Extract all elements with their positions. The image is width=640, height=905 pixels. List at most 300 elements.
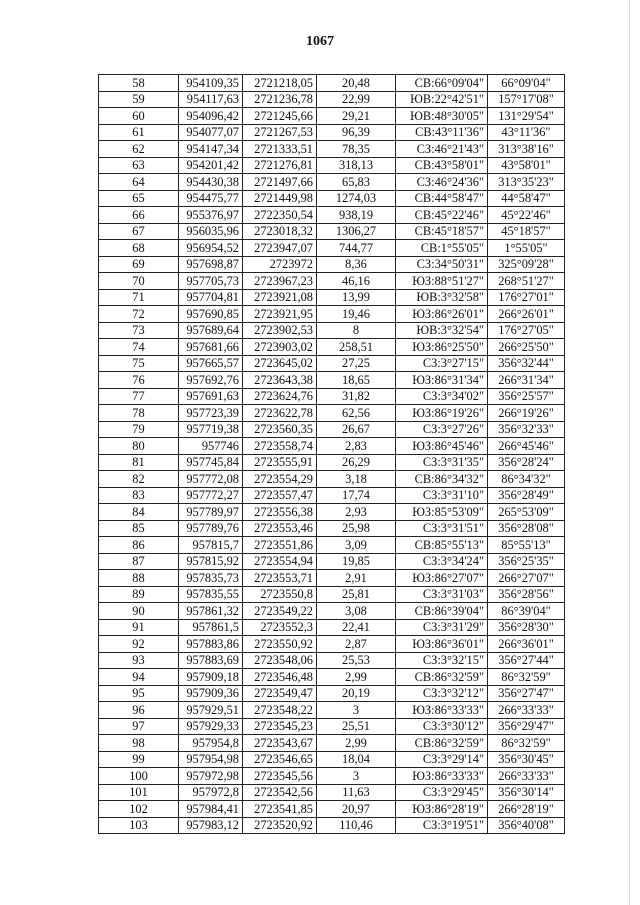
azimuth-cell: 356°28'08" (488, 520, 565, 537)
azimuth-cell: 356°25'35" (488, 553, 565, 570)
azimuth-cell: 43°58'01" (488, 157, 565, 174)
table-row (99, 520, 565, 537)
azimuth-cell: 266°31'34" (488, 372, 565, 389)
azimuth-cell: 86°39'04" (488, 603, 565, 620)
point-number-cell: 76 (99, 372, 179, 389)
table-row (99, 207, 565, 224)
azimuth-cell: 66°09'04" (488, 75, 565, 92)
y-coordinate-cell: 2723551,86 (243, 537, 317, 554)
table-row (99, 108, 565, 125)
table-row (99, 306, 565, 323)
rhumb-cell: СВ:45°22'46" (396, 207, 488, 224)
distance-cell: 1306,27 (317, 223, 396, 240)
point-number-cell: 75 (99, 355, 179, 372)
point-number-cell: 68 (99, 240, 179, 257)
rhumb-cell: СЗ:34°50'31" (396, 256, 488, 273)
distance-cell: 8,36 (317, 256, 396, 273)
rhumb-cell: ЮЗ:86°25'50" (396, 339, 488, 356)
table-row (99, 751, 565, 768)
point-number-cell: 80 (99, 438, 179, 455)
rhumb-cell: ЮЗ:86°33'33" (396, 768, 488, 785)
point-number-cell: 82 (99, 471, 179, 488)
x-coordinate-cell: 957772,27 (179, 487, 243, 504)
distance-cell: 2,87 (317, 636, 396, 653)
point-number-cell: 95 (99, 685, 179, 702)
point-number-cell: 83 (99, 487, 179, 504)
table-row (99, 735, 565, 752)
table-row (99, 504, 565, 521)
rhumb-cell: СВ:1°55'05" (396, 240, 488, 257)
distance-cell: 3,08 (317, 603, 396, 620)
distance-cell: 26,29 (317, 454, 396, 471)
distance-cell: 25,98 (317, 520, 396, 537)
point-number-cell: 102 (99, 801, 179, 818)
point-number-cell: 97 (99, 718, 179, 735)
x-coordinate-cell: 957929,51 (179, 702, 243, 719)
point-number-cell: 64 (99, 174, 179, 191)
azimuth-cell: 356°30'45" (488, 751, 565, 768)
rhumb-cell: СВ:86°34'32" (396, 471, 488, 488)
table-row (99, 669, 565, 686)
table-row (99, 768, 565, 785)
point-number-cell: 78 (99, 405, 179, 422)
distance-cell: 96,39 (317, 124, 396, 141)
azimuth-cell: 176°27'05" (488, 322, 565, 339)
distance-cell: 17,74 (317, 487, 396, 504)
point-number-cell: 85 (99, 520, 179, 537)
y-coordinate-cell: 2723554,29 (243, 471, 317, 488)
y-coordinate-cell: 2723921,95 (243, 306, 317, 323)
distance-cell: 25,53 (317, 652, 396, 669)
rhumb-cell: СВ:86°32'59" (396, 735, 488, 752)
x-coordinate-cell: 957815,92 (179, 553, 243, 570)
azimuth-cell: 356°28'30" (488, 619, 565, 636)
coordinates-table-body (99, 75, 565, 834)
table-row (99, 438, 565, 455)
table-row (99, 570, 565, 587)
point-number-cell: 84 (99, 504, 179, 521)
distance-cell: 19,85 (317, 553, 396, 570)
x-coordinate-cell: 957861,5 (179, 619, 243, 636)
azimuth-cell: 356°32'33" (488, 421, 565, 438)
y-coordinate-cell: 2721276,81 (243, 157, 317, 174)
distance-cell: 8 (317, 322, 396, 339)
azimuth-cell: 356°27'47" (488, 685, 565, 702)
rhumb-cell: СЗ:3°31'51" (396, 520, 488, 537)
azimuth-cell: 131°29'54" (488, 108, 565, 125)
y-coordinate-cell: 2723554,94 (243, 553, 317, 570)
y-coordinate-cell: 2723556,38 (243, 504, 317, 521)
distance-cell: 2,99 (317, 735, 396, 752)
table-row (99, 355, 565, 372)
point-number-cell: 101 (99, 784, 179, 801)
x-coordinate-cell: 954147,34 (179, 141, 243, 158)
y-coordinate-cell: 2721245,66 (243, 108, 317, 125)
x-coordinate-cell: 957883,86 (179, 636, 243, 653)
rhumb-cell: ЮЗ:86°19'26" (396, 405, 488, 422)
x-coordinate-cell: 957681,66 (179, 339, 243, 356)
y-coordinate-cell: 2723546,65 (243, 751, 317, 768)
azimuth-cell: 45°22'46" (488, 207, 565, 224)
y-coordinate-cell: 2723545,23 (243, 718, 317, 735)
x-coordinate-cell: 957691,63 (179, 388, 243, 405)
y-coordinate-cell: 2723967,23 (243, 273, 317, 290)
distance-cell: 110,46 (317, 817, 396, 834)
distance-cell: 2,83 (317, 438, 396, 455)
y-coordinate-cell: 2723553,71 (243, 570, 317, 587)
distance-cell: 938,19 (317, 207, 396, 224)
table-row (99, 537, 565, 554)
rhumb-cell: СЗ:3°30'12" (396, 718, 488, 735)
table-row (99, 603, 565, 620)
table-row (99, 273, 565, 290)
table-row (99, 801, 565, 818)
y-coordinate-cell: 2723548,22 (243, 702, 317, 719)
azimuth-cell: 266°27'07" (488, 570, 565, 587)
distance-cell: 19,46 (317, 306, 396, 323)
table-row (99, 685, 565, 702)
y-coordinate-cell: 2723645,02 (243, 355, 317, 372)
rhumb-cell: СЗ:3°27'15" (396, 355, 488, 372)
table-row (99, 619, 565, 636)
distance-cell: 31,82 (317, 388, 396, 405)
rhumb-cell: ЮВ:3°32'54" (396, 322, 488, 339)
rhumb-cell: СЗ:3°32'12" (396, 685, 488, 702)
x-coordinate-cell: 957972,98 (179, 768, 243, 785)
table-row (99, 817, 565, 834)
azimuth-cell: 356°28'24" (488, 454, 565, 471)
y-coordinate-cell: 2723552,3 (243, 619, 317, 636)
azimuth-cell: 356°29'47" (488, 718, 565, 735)
azimuth-cell: 356°40'08" (488, 817, 565, 834)
azimuth-cell: 266°28'19" (488, 801, 565, 818)
y-coordinate-cell: 2723555,91 (243, 454, 317, 471)
azimuth-cell: 43°11'36" (488, 124, 565, 141)
y-coordinate-cell: 2721497,66 (243, 174, 317, 191)
azimuth-cell: 44°58'47" (488, 190, 565, 207)
azimuth-cell: 356°32'44" (488, 355, 565, 372)
x-coordinate-cell: 957746 (179, 438, 243, 455)
rhumb-cell: ЮЗ:86°31'34" (396, 372, 488, 389)
x-coordinate-cell: 957789,76 (179, 520, 243, 537)
table-row (99, 636, 565, 653)
point-number-cell: 74 (99, 339, 179, 356)
x-coordinate-cell: 957835,55 (179, 586, 243, 603)
point-number-cell: 99 (99, 751, 179, 768)
rhumb-cell: СЗ:3°29'45" (396, 784, 488, 801)
azimuth-cell: 176°27'01" (488, 289, 565, 306)
x-coordinate-cell: 957704,81 (179, 289, 243, 306)
table-row (99, 289, 565, 306)
y-coordinate-cell: 2723902,53 (243, 322, 317, 339)
rhumb-cell: ЮВ:3°32'58" (396, 289, 488, 306)
table-row (99, 190, 565, 207)
distance-cell: 258,51 (317, 339, 396, 356)
y-coordinate-cell: 2723560,35 (243, 421, 317, 438)
x-coordinate-cell: 954475,77 (179, 190, 243, 207)
rhumb-cell: ЮЗ:86°45'46" (396, 438, 488, 455)
y-coordinate-cell: 2722350,54 (243, 207, 317, 224)
azimuth-cell: 356°30'14" (488, 784, 565, 801)
table-row (99, 124, 565, 141)
y-coordinate-cell: 2723947,07 (243, 240, 317, 257)
distance-cell: 11,63 (317, 784, 396, 801)
distance-cell: 2,99 (317, 669, 396, 686)
x-coordinate-cell: 957690,85 (179, 306, 243, 323)
table-row (99, 91, 565, 108)
y-coordinate-cell: 2723972 (243, 256, 317, 273)
rhumb-cell: СВ:43°58'01" (396, 157, 488, 174)
rhumb-cell: СВ:86°32'59" (396, 669, 488, 686)
rhumb-cell: СЗ:3°34'24" (396, 553, 488, 570)
azimuth-cell: 313°35'23" (488, 174, 565, 191)
distance-cell: 20,97 (317, 801, 396, 818)
table-row (99, 223, 565, 240)
rhumb-cell: ЮВ:48°30'05" (396, 108, 488, 125)
x-coordinate-cell: 956035,96 (179, 223, 243, 240)
table-row (99, 322, 565, 339)
table-row (99, 421, 565, 438)
rhumb-cell: СЗ:3°19'51" (396, 817, 488, 834)
point-number-cell: 60 (99, 108, 179, 125)
x-coordinate-cell: 955376,97 (179, 207, 243, 224)
azimuth-cell: 266°36'01" (488, 636, 565, 653)
rhumb-cell: СВ:66°09'04" (396, 75, 488, 92)
table-row (99, 174, 565, 191)
y-coordinate-cell: 2723550,92 (243, 636, 317, 653)
y-coordinate-cell: 2721267,53 (243, 124, 317, 141)
rhumb-cell: ЮЗ:86°26'01" (396, 306, 488, 323)
distance-cell: 25,81 (317, 586, 396, 603)
point-number-cell: 91 (99, 619, 179, 636)
distance-cell: 2,93 (317, 504, 396, 521)
point-number-cell: 90 (99, 603, 179, 620)
distance-cell: 22,99 (317, 91, 396, 108)
y-coordinate-cell: 2721449,98 (243, 190, 317, 207)
x-coordinate-cell: 957665,57 (179, 355, 243, 372)
point-number-cell: 92 (99, 636, 179, 653)
distance-cell: 62,56 (317, 405, 396, 422)
x-coordinate-cell: 957954,8 (179, 735, 243, 752)
rhumb-cell: СЗ:3°31'10" (396, 487, 488, 504)
azimuth-cell: 356°27'44" (488, 652, 565, 669)
azimuth-cell: 266°33'33" (488, 768, 565, 785)
rhumb-cell: СВ:86°39'04" (396, 603, 488, 620)
y-coordinate-cell: 2723542,56 (243, 784, 317, 801)
azimuth-cell: 325°09'28" (488, 256, 565, 273)
x-coordinate-cell: 957984,41 (179, 801, 243, 818)
point-number-cell: 69 (99, 256, 179, 273)
rhumb-cell: ЮВ:22°42'51" (396, 91, 488, 108)
rhumb-cell: СВ:85°55'13" (396, 537, 488, 554)
x-coordinate-cell: 957723,39 (179, 405, 243, 422)
point-number-cell: 73 (99, 322, 179, 339)
x-coordinate-cell: 954117,63 (179, 91, 243, 108)
distance-cell: 27,25 (317, 355, 396, 372)
x-coordinate-cell: 954109,35 (179, 75, 243, 92)
point-number-cell: 103 (99, 817, 179, 834)
rhumb-cell: СЗ:3°27'26" (396, 421, 488, 438)
point-number-cell: 94 (99, 669, 179, 686)
x-coordinate-cell: 957692,76 (179, 372, 243, 389)
y-coordinate-cell: 2723018,32 (243, 223, 317, 240)
azimuth-cell: 86°32'59" (488, 735, 565, 752)
distance-cell: 46,16 (317, 273, 396, 290)
y-coordinate-cell: 2721218,05 (243, 75, 317, 92)
table-row (99, 718, 565, 735)
x-coordinate-cell: 957698,87 (179, 256, 243, 273)
azimuth-cell: 356°28'56" (488, 586, 565, 603)
x-coordinate-cell: 957983,12 (179, 817, 243, 834)
point-number-cell: 96 (99, 702, 179, 719)
azimuth-cell: 265°53'09" (488, 504, 565, 521)
rhumb-cell: СЗ:46°21'43" (396, 141, 488, 158)
azimuth-cell: 1°55'05" (488, 240, 565, 257)
y-coordinate-cell: 2723550,8 (243, 586, 317, 603)
distance-cell: 29,21 (317, 108, 396, 125)
rhumb-cell: ЮЗ:85°53'09" (396, 504, 488, 521)
azimuth-cell: 266°25'50" (488, 339, 565, 356)
table-row (99, 652, 565, 669)
table-row (99, 256, 565, 273)
point-number-cell: 81 (99, 454, 179, 471)
distance-cell: 18,04 (317, 751, 396, 768)
x-coordinate-cell: 957883,69 (179, 652, 243, 669)
y-coordinate-cell: 2721236,78 (243, 91, 317, 108)
rhumb-cell: ЮЗ:86°27'07" (396, 570, 488, 587)
point-number-cell: 59 (99, 91, 179, 108)
y-coordinate-cell: 2723546,48 (243, 669, 317, 686)
azimuth-cell: 313°38'16" (488, 141, 565, 158)
y-coordinate-cell: 2723545,56 (243, 768, 317, 785)
table-row (99, 553, 565, 570)
rhumb-cell: СЗ:3°29'14" (396, 751, 488, 768)
y-coordinate-cell: 2723903,02 (243, 339, 317, 356)
point-number-cell: 67 (99, 223, 179, 240)
x-coordinate-cell: 957705,73 (179, 273, 243, 290)
azimuth-cell: 266°45'46" (488, 438, 565, 455)
rhumb-cell: СЗ:3°32'15" (396, 652, 488, 669)
rhumb-cell: ЮЗ:88°51'27" (396, 273, 488, 290)
point-number-cell: 65 (99, 190, 179, 207)
distance-cell: 1274,03 (317, 190, 396, 207)
rhumb-cell: СВ:45°18'57" (396, 223, 488, 240)
distance-cell: 18,65 (317, 372, 396, 389)
distance-cell: 3,18 (317, 471, 396, 488)
y-coordinate-cell: 2723622,78 (243, 405, 317, 422)
x-coordinate-cell: 957815,7 (179, 537, 243, 554)
table-row (99, 388, 565, 405)
y-coordinate-cell: 2723541,85 (243, 801, 317, 818)
point-number-cell: 87 (99, 553, 179, 570)
table-row (99, 454, 565, 471)
azimuth-cell: 266°33'33" (488, 702, 565, 719)
y-coordinate-cell: 2723543,67 (243, 735, 317, 752)
distance-cell: 318,13 (317, 157, 396, 174)
x-coordinate-cell: 954430,38 (179, 174, 243, 191)
azimuth-cell: 85°55'13" (488, 537, 565, 554)
page-number: 1067 (306, 34, 334, 49)
table-row (99, 157, 565, 174)
point-number-cell: 61 (99, 124, 179, 141)
y-coordinate-cell: 2723558,74 (243, 438, 317, 455)
table-row (99, 141, 565, 158)
table-row (99, 240, 565, 257)
distance-cell: 22,41 (317, 619, 396, 636)
x-coordinate-cell: 957719,38 (179, 421, 243, 438)
azimuth-cell: 86°34'32" (488, 471, 565, 488)
x-coordinate-cell: 957835,73 (179, 570, 243, 587)
point-number-cell: 86 (99, 537, 179, 554)
rhumb-cell: ЮЗ:86°33'33" (396, 702, 488, 719)
x-coordinate-cell: 957909,36 (179, 685, 243, 702)
table-row (99, 405, 565, 422)
rhumb-cell: ЮЗ:86°28'19" (396, 801, 488, 818)
rhumb-cell: СЗ:46°24'36" (396, 174, 488, 191)
point-number-cell: 72 (99, 306, 179, 323)
y-coordinate-cell: 2723548,06 (243, 652, 317, 669)
distance-cell: 78,35 (317, 141, 396, 158)
x-coordinate-cell: 957929,33 (179, 718, 243, 735)
point-number-cell: 66 (99, 207, 179, 224)
table-row (99, 372, 565, 389)
x-coordinate-cell: 956954,52 (179, 240, 243, 257)
distance-cell: 25,51 (317, 718, 396, 735)
point-number-cell: 79 (99, 421, 179, 438)
distance-cell: 13,99 (317, 289, 396, 306)
x-coordinate-cell: 957789,97 (179, 504, 243, 521)
y-coordinate-cell: 2723549,22 (243, 603, 317, 620)
x-coordinate-cell: 957954,98 (179, 751, 243, 768)
table-row (99, 471, 565, 488)
table-row (99, 702, 565, 719)
x-coordinate-cell: 957689,64 (179, 322, 243, 339)
rhumb-cell: ЮЗ:86°36'01" (396, 636, 488, 653)
distance-cell: 65,83 (317, 174, 396, 191)
azimuth-cell: 157°17'08" (488, 91, 565, 108)
table-row (99, 487, 565, 504)
point-number-cell: 70 (99, 273, 179, 290)
azimuth-cell: 86°32'59" (488, 669, 565, 686)
y-coordinate-cell: 2723557,47 (243, 487, 317, 504)
y-coordinate-cell: 2723549,47 (243, 685, 317, 702)
x-coordinate-cell: 957861,32 (179, 603, 243, 620)
azimuth-cell: 268°51'27" (488, 273, 565, 290)
x-coordinate-cell: 957909,18 (179, 669, 243, 686)
x-coordinate-cell: 954096,42 (179, 108, 243, 125)
x-coordinate-cell: 957972,8 (179, 784, 243, 801)
point-number-cell: 98 (99, 735, 179, 752)
x-coordinate-cell: 954201,42 (179, 157, 243, 174)
table-row (99, 75, 565, 92)
distance-cell: 20,19 (317, 685, 396, 702)
azimuth-cell: 356°25'57" (488, 388, 565, 405)
point-number-cell: 62 (99, 141, 179, 158)
rhumb-cell: СЗ:3°31'35" (396, 454, 488, 471)
y-coordinate-cell: 2723553,46 (243, 520, 317, 537)
y-coordinate-cell: 2723921,08 (243, 289, 317, 306)
page-edge-line (629, 0, 630, 905)
y-coordinate-cell: 2721333,51 (243, 141, 317, 158)
rhumb-cell: СВ:43°11'36" (396, 124, 488, 141)
distance-cell: 3 (317, 768, 396, 785)
distance-cell: 26,67 (317, 421, 396, 438)
distance-cell: 2,91 (317, 570, 396, 587)
y-coordinate-cell: 2723643,38 (243, 372, 317, 389)
distance-cell: 20,48 (317, 75, 396, 92)
point-number-cell: 63 (99, 157, 179, 174)
point-number-cell: 93 (99, 652, 179, 669)
